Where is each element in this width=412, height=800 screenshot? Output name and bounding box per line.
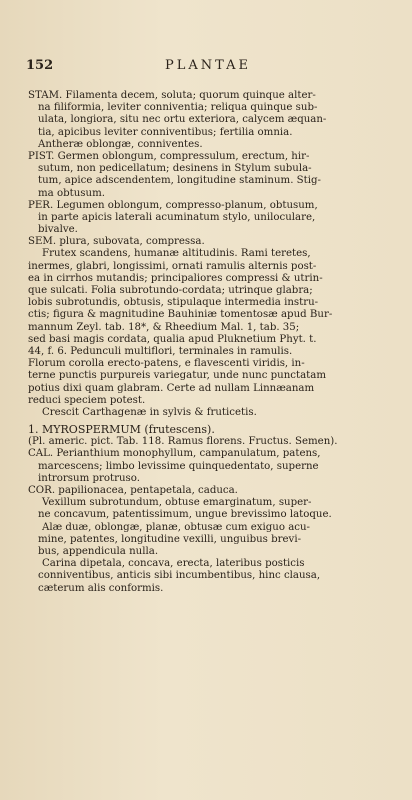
- text-line: Florum corolla erecto-patens, e flavescenti viridis, in-: [28, 358, 305, 370]
- page-body: [28, 90, 404, 595]
- text-line: ea in cirrhos mutandis; principaliores compressi & utrin-: [28, 272, 323, 284]
- text-line: terne punctis purpureis variegatur, unde nunc punctatam: [28, 370, 326, 382]
- text-line: ne concavum, patentissimum, ungue brevissimo latoque.: [38, 509, 332, 521]
- text-line: Frutex scandens, humanæ altitudinis. Rami teretes,: [42, 248, 311, 260]
- text-line: bivalve.: [38, 224, 78, 236]
- text-line: bus, appendicula nulla.: [38, 545, 159, 557]
- text-line: COR. papilionacea, pentapetala, caduca.: [28, 485, 238, 496]
- text-line: SEM. plura, subovata, compressa.: [28, 236, 205, 248]
- text-line: PER. Legumen oblongum, compresso-planum, obtusum,: [28, 199, 318, 211]
- text-line: Carina dipetala, concava, erecta, lateribus posticis: [42, 558, 305, 570]
- text-line: na filiformia, leviter conniventia; reliqua quinque sub-: [38, 102, 318, 114]
- text-line: reduci speciem potest.: [28, 394, 146, 406]
- text-line: potius dixi quam glabram. Certe ad nullam Linnæanam: [28, 382, 315, 394]
- species-heading: 1. MYROSPERMUM (frutescens).: [28, 424, 215, 437]
- text-line: ulata, longiora, situ nec ortu exteriora, calycem æquan-: [38, 114, 327, 126]
- text-line: conniventibus, anticis sibi incumbentibus, hinc clausa,: [38, 570, 321, 582]
- text-line: sed basi magis cordata, qualia apud Pluknetium Phyt. t.: [28, 333, 317, 345]
- text-line: que sulcati. Folia subrotundo-cordata; utrinque glabra;: [28, 285, 313, 296]
- text-line: 44, f. 6. Pedunculi multiflori, terminales in ramulis.: [28, 345, 293, 357]
- text-line: tia, apicibus leviter conniventibus; fertilia omnia.: [38, 126, 293, 138]
- text-line: PIST. Germen oblongum, compressulum, erectum, hir-: [28, 150, 310, 162]
- text-line: in parte apicis laterali acuminatum stylo, uniloculare,: [38, 211, 316, 223]
- text-line: introrsum protruso.: [38, 472, 140, 484]
- text-line: mannum Zeyl. tab. 18*, & Rheedium Mal. 1, tab. 35;: [28, 321, 300, 333]
- text-line: Alæ duæ, oblongæ, planæ, obtusæ cum exiguo acu-: [42, 521, 310, 533]
- page-header: [26, 58, 390, 78]
- text-line: (Pl. americ. pict. Tab. 118. Ramus florens. Fructus. Semen).: [28, 436, 338, 448]
- text-line: Crescit Carthagenæ in sylvis & fruticetis.: [42, 406, 257, 418]
- text-line: cæterum alis conformis.: [38, 582, 164, 594]
- text-line: lobis subrotundis, obtusis, stipulaque intermedia instru-: [28, 297, 319, 309]
- text-line: STAM. Filamenta decem, soluta; quorum quinque alter-: [28, 90, 316, 101]
- text-line: mine, patentes, longitudine vexilli, unguibus brevi-: [38, 533, 302, 545]
- text-line: marcescens; limbo levissime quinquedentato, superne: [38, 460, 319, 472]
- page-number: 152: [26, 58, 54, 73]
- text-line: Antheræ oblongæ, conniventes.: [38, 138, 203, 150]
- text-line: sutum, non pedicellatum; desinens in Stylum subula-: [38, 163, 312, 175]
- text-line: CAL. Perianthium monophyllum, campanulatum, patens,: [28, 448, 321, 460]
- text-line: ctis; figura & magnitudine Bauhiniæ tomentosæ apud Bur-: [28, 309, 333, 321]
- running-title: PLANTAE: [165, 58, 251, 73]
- text-line: Vexillum subrotundum, obtuse emarginatum, super-: [42, 497, 312, 509]
- text-line: ma obtusum.: [38, 187, 105, 199]
- text-line: tum, apice adscendentem, longitudine staminum. Stig-: [38, 175, 321, 187]
- text-line: inermes, glabri, longissimi, ornati ramulis alternis post-: [28, 260, 317, 272]
